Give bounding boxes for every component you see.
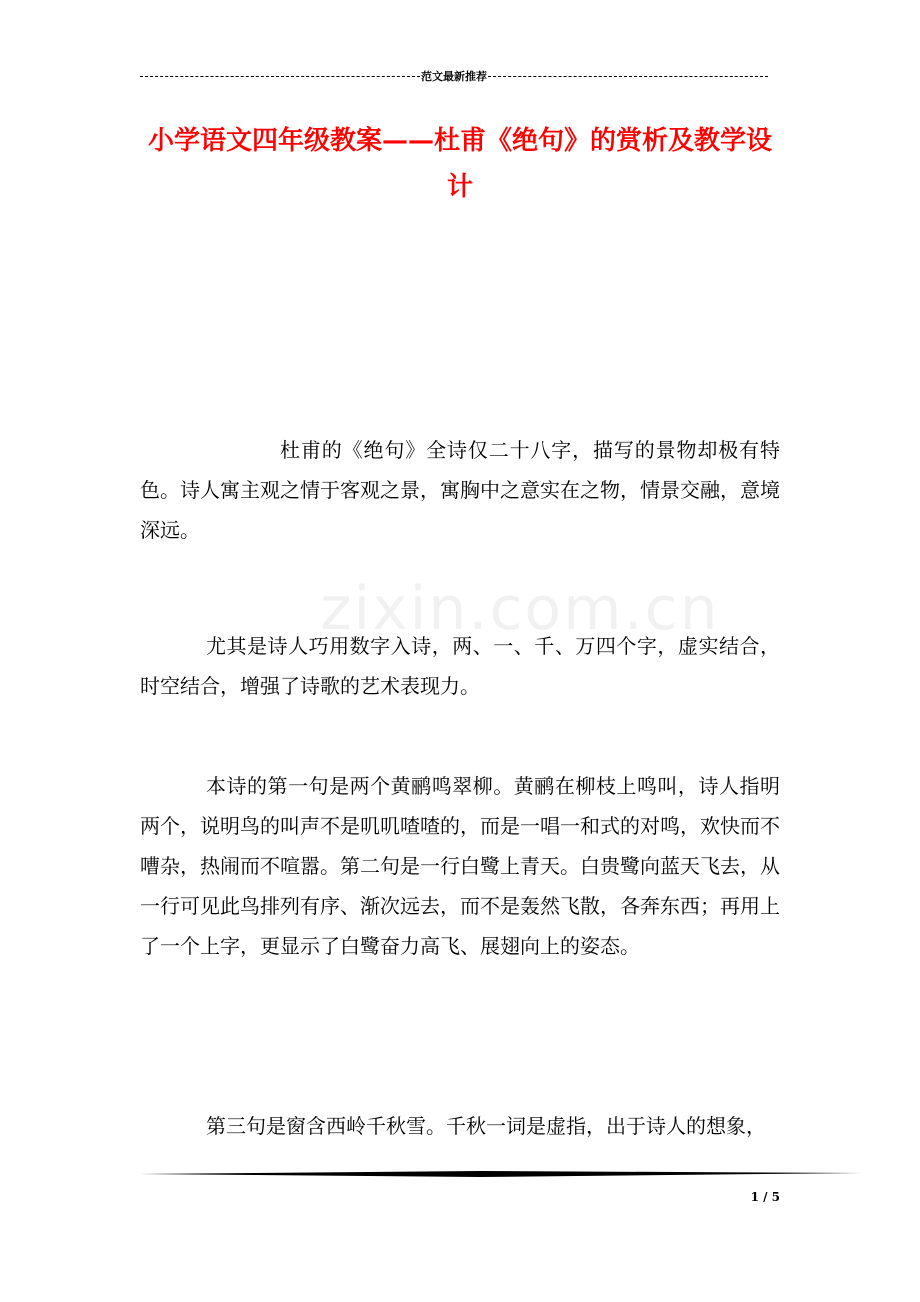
- watermark: zixin.com.cn: [320, 574, 720, 644]
- page-header: [140, 68, 768, 84]
- paragraph: 本诗的第一句是两个黄鹂鸣翠柳。黄鹂在柳枝上鸣叫，诗人指明两个，说明鸟的叫声不是叽叽喳喳的，而是一唱一和式的对鸣，欢快而不嘈杂，热闹而不喧嚣。第二句是一行白鹭上青天。白贵鹭向蓝天飞去，从一行可见此鸟排列有序、渐次远去，而不是轰然飞散，各奔东西；再用上了一个上字，更显示了白鹭奋力高飞、展翅向上的姿态。: [140, 774, 780, 958]
- header-dash-right: [488, 76, 768, 77]
- footer-divider: [140, 1170, 862, 1178]
- document-title: 小学语文四年级教案——杜甫《绝句》的赏析及教学设计: [147, 126, 772, 202]
- header-text: 范文最新推荐: [421, 70, 487, 83]
- page-number: 1 / 5: [750, 1190, 780, 1204]
- paragraph: 杜甫的《绝句》全诗仅二十八字，描写的景物却极有特色。诗人寓主观之情于客观之景，寓胸中之意实在之物，情景交融，意境深远。: [140, 438, 780, 542]
- paragraph: 尤其是诗人巧用数字入诗，两、一、千、万四个字，虚实结合，时空结合，增强了诗歌的艺术表现力。: [140, 634, 780, 698]
- header-dash-left: [140, 76, 420, 77]
- paragraph: 第三句是窗含西岭千秋雪。千秋一词是虚指，出于诗人的想象，: [206, 1114, 766, 1138]
